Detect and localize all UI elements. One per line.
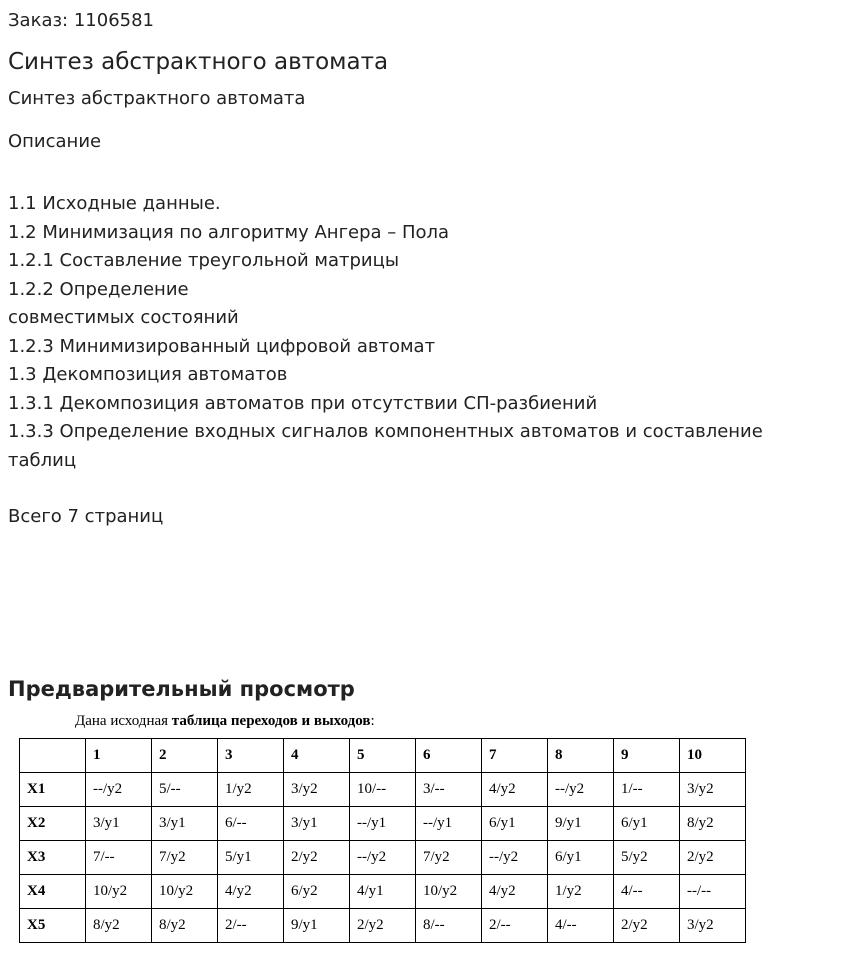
table-cell: 3/-- xyxy=(416,773,482,807)
table-cell: 9/y1 xyxy=(548,807,614,841)
table-cell: 4/y2 xyxy=(218,875,284,909)
table-row xyxy=(20,841,746,875)
table-cell: 5/y2 xyxy=(614,841,680,875)
table-cell: 10/y2 xyxy=(416,875,482,909)
table-cell: 2/-- xyxy=(218,909,284,943)
table-column-header: 4 xyxy=(284,739,350,773)
table-cell: 2/y2 xyxy=(284,841,350,875)
table-column-header: 7 xyxy=(482,739,548,773)
table-corner-cell xyxy=(20,739,86,773)
toc-item: 1.2.3 Минимизированный цифровой автомат xyxy=(8,335,436,357)
table-cell: 7/y2 xyxy=(152,841,218,875)
description-heading: Описание xyxy=(8,131,102,152)
transition-output-table xyxy=(19,738,746,943)
table-cell: 1/y2 xyxy=(548,875,614,909)
table-cell: 4/y2 xyxy=(482,875,548,909)
toc-item: 1.2.1 Составление треугольной матрицы xyxy=(8,250,400,271)
page-title: Синтез абстрактного автомата xyxy=(8,49,389,75)
toc-item: 1.3 Декомпозиция автоматов xyxy=(8,364,288,385)
table-cell: 8/y2 xyxy=(680,807,746,841)
table-cell: 8/y2 xyxy=(152,909,218,943)
table-cell: 6/y1 xyxy=(614,807,680,841)
table-column-header: 5 xyxy=(350,739,416,773)
table-cell: 2/-- xyxy=(482,909,548,943)
table-cell: 10/y2 xyxy=(86,875,152,909)
table-cell: 6/y1 xyxy=(548,841,614,875)
table-cell: 8/y2 xyxy=(86,909,152,943)
table-row-header: X3 xyxy=(20,841,86,875)
table-cell: --/y2 xyxy=(350,841,416,875)
table-row-header: X1 xyxy=(20,773,86,807)
table-cell: 1/y2 xyxy=(218,773,284,807)
page-count: Всего 7 страниц xyxy=(8,506,164,527)
table-column-header: 9 xyxy=(614,739,680,773)
preview-image xyxy=(0,706,847,963)
toc-item: 1.1 Исходные данные. xyxy=(8,193,221,214)
table-row xyxy=(20,807,746,841)
table-row xyxy=(20,875,746,909)
page-subtitle: Синтез абстрактного автомата xyxy=(8,88,306,109)
order-number: 1106581 xyxy=(73,10,155,31)
order-label: Заказ: xyxy=(8,10,69,31)
table-column-header: 2 xyxy=(152,739,218,773)
preview-caption xyxy=(75,711,375,731)
table-cell: 9/y1 xyxy=(284,909,350,943)
table-cell: --/y1 xyxy=(350,807,416,841)
table-column-header: 6 xyxy=(416,739,482,773)
table-cell: 4/y2 xyxy=(482,773,548,807)
caption-text: Дана исходная xyxy=(75,713,169,729)
table-cell: 3/y2 xyxy=(284,773,350,807)
table-cell: 1/-- xyxy=(614,773,680,807)
table-cell: 6/-- xyxy=(218,807,284,841)
table-row-header: X5 xyxy=(20,909,86,943)
table-cell: --/y2 xyxy=(86,773,152,807)
table-cell: 2/y2 xyxy=(614,909,680,943)
order-line xyxy=(8,9,154,33)
table-cell: --/y2 xyxy=(548,773,614,807)
table-cell: 3/y2 xyxy=(680,773,746,807)
table-cell: 4/y1 xyxy=(350,875,416,909)
toc-item: 1.3.1 Декомпозиция автоматов при отсутствии СП-разбиений xyxy=(8,392,598,414)
toc-item: 1.2.2 Определение xyxy=(8,278,189,300)
table-cell: 3/y1 xyxy=(86,807,152,841)
table-cell: --/y1 xyxy=(416,807,482,841)
caption-end: : xyxy=(370,713,375,729)
toc-item: 1.3.3 Определение входных сигналов компонентных автоматов и составление xyxy=(8,421,763,442)
table-cell: 4/-- xyxy=(614,875,680,909)
table-header-row xyxy=(20,739,746,773)
table-cell: 6/y2 xyxy=(284,875,350,909)
table-cell: 6/y1 xyxy=(482,807,548,841)
table-cell: 10/-- xyxy=(350,773,416,807)
table-column-header: 3 xyxy=(218,739,284,773)
table-cell: 4/-- xyxy=(548,909,614,943)
table-cell: 2/y2 xyxy=(680,841,746,875)
table-cell: --/-- xyxy=(680,875,746,909)
table-cell: 7/-- xyxy=(86,841,152,875)
table-column-header: 1 xyxy=(86,739,152,773)
preview-heading: Предварительный просмотр xyxy=(8,677,355,701)
table-column-header: 10 xyxy=(680,739,746,773)
table-cell: --/y2 xyxy=(482,841,548,875)
table-cell: 10/y2 xyxy=(152,875,218,909)
table-of-contents xyxy=(8,190,828,475)
table-cell: 3/y1 xyxy=(152,807,218,841)
toc-item: совместимых состояний xyxy=(8,307,239,328)
toc-item: 1.2 Минимизация по алгоритму Ангера – Пола xyxy=(8,221,450,243)
table-cell: 7/y2 xyxy=(416,841,482,875)
table-cell: 5/-- xyxy=(152,773,218,807)
table-row xyxy=(20,909,746,943)
table-row-header: X4 xyxy=(20,875,86,909)
table-row xyxy=(20,773,746,807)
table-cell: 8/-- xyxy=(416,909,482,943)
table-column-header: 8 xyxy=(548,739,614,773)
caption-bold-text: таблица переходов и выходов xyxy=(171,713,371,729)
table-cell: 3/y1 xyxy=(284,807,350,841)
table-cell: 3/y2 xyxy=(680,909,746,943)
table-cell: 5/y1 xyxy=(218,841,284,875)
table-cell: 2/y2 xyxy=(350,909,416,943)
toc-item: таблиц xyxy=(8,449,77,471)
table-row-header: X2 xyxy=(20,807,86,841)
